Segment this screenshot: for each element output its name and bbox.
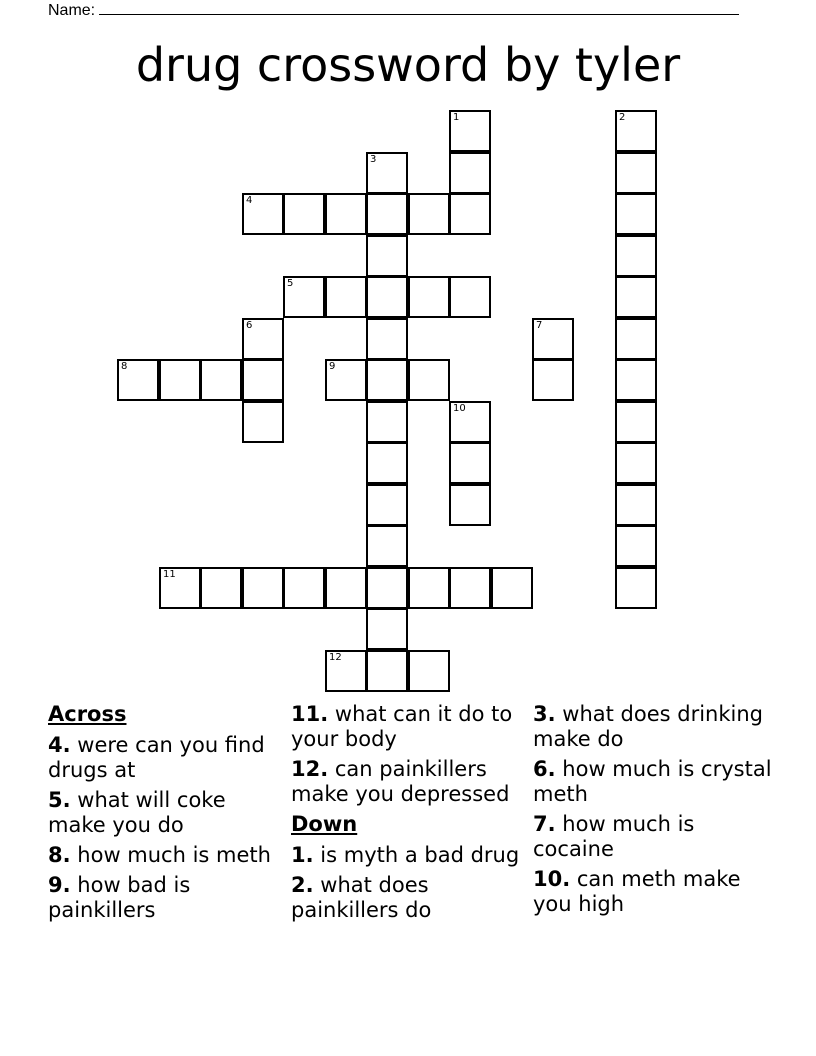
- clue-across-4: 4. were can you find drugs at: [48, 733, 265, 782]
- grid-cell[interactable]: [532, 359, 574, 401]
- grid-cell[interactable]: [325, 567, 367, 609]
- grid-cell[interactable]: [283, 276, 325, 318]
- grid-cell[interactable]: [449, 567, 491, 609]
- grid-cell[interactable]: [242, 401, 284, 443]
- grid-cell[interactable]: [283, 193, 325, 235]
- clue-down-7: 7. how much is cocaine: [533, 812, 695, 861]
- grid-cell[interactable]: [408, 359, 450, 401]
- grid-cell[interactable]: [532, 318, 574, 360]
- cell-number: 2: [619, 112, 626, 123]
- grid-cell[interactable]: [449, 484, 491, 526]
- grid-cell[interactable]: [242, 567, 284, 609]
- clue-column-2: [291, 702, 531, 928]
- across-heading: Across: [48, 702, 127, 726]
- cell-number: 6: [246, 320, 253, 331]
- grid-cell[interactable]: [408, 276, 450, 318]
- grid-cell[interactable]: [325, 359, 367, 401]
- grid-cell[interactable]: [200, 359, 242, 401]
- grid-cell[interactable]: [366, 484, 408, 526]
- grid-cell[interactable]: [366, 650, 408, 692]
- grid-cell[interactable]: [283, 567, 325, 609]
- cell-number: 4: [246, 195, 253, 206]
- grid-cell[interactable]: [615, 152, 657, 194]
- grid-cell[interactable]: [366, 193, 408, 235]
- grid-cell[interactable]: [242, 318, 284, 360]
- grid-cell[interactable]: [491, 567, 533, 609]
- grid-cell[interactable]: [366, 401, 408, 443]
- grid-cell[interactable]: [449, 110, 491, 152]
- grid-cell[interactable]: [159, 359, 201, 401]
- cell-number: 10: [453, 403, 466, 414]
- cell-number: 7: [536, 320, 543, 331]
- clue-across-5: 5. what will coke make you do: [48, 788, 226, 837]
- grid-cell[interactable]: [325, 276, 367, 318]
- grid-cell[interactable]: [449, 401, 491, 443]
- clue-down-1: 1. is myth a bad drug: [291, 843, 520, 867]
- grid-cell[interactable]: [366, 152, 408, 194]
- grid-cell[interactable]: [449, 276, 491, 318]
- clue-down-3: 3. what does drinking make do: [533, 702, 764, 751]
- grid-cell[interactable]: [366, 318, 408, 360]
- page-title: drug crossword by tyler: [135, 38, 681, 92]
- grid-cell[interactable]: [615, 276, 657, 318]
- clue-across-9: 9. how bad is painkillers: [48, 873, 191, 922]
- cell-number: 3: [370, 154, 377, 165]
- clue-across-12: 12. can painkillers make you depressed: [291, 757, 510, 806]
- grid-cell[interactable]: [615, 359, 657, 401]
- name-label: Name:: [48, 2, 96, 19]
- grid-cell[interactable]: [366, 525, 408, 567]
- grid-cell[interactable]: [366, 442, 408, 484]
- grid-cell[interactable]: [615, 110, 657, 152]
- grid-cell[interactable]: [408, 650, 450, 692]
- grid-cell[interactable]: [366, 567, 408, 609]
- grid-cell[interactable]: [615, 235, 657, 277]
- grid-cell[interactable]: [366, 359, 408, 401]
- grid-cell[interactable]: [615, 318, 657, 360]
- grid-cell[interactable]: [615, 193, 657, 235]
- clue-down-6: 6. how much is crystal meth: [533, 757, 772, 806]
- cell-number: 12: [329, 652, 342, 663]
- grid-cell[interactable]: [159, 567, 201, 609]
- clue-column-3: [533, 702, 773, 922]
- cell-number: 11: [163, 569, 176, 580]
- clue-down-2: 2. what does painkillers do: [291, 873, 432, 922]
- grid-cell[interactable]: [615, 442, 657, 484]
- grid-cell[interactable]: [449, 442, 491, 484]
- grid-cell[interactable]: [449, 152, 491, 194]
- grid-cell[interactable]: [449, 193, 491, 235]
- grid-cell[interactable]: [615, 401, 657, 443]
- grid-cell[interactable]: [615, 484, 657, 526]
- cell-number: 1: [453, 112, 460, 123]
- grid-cell[interactable]: [366, 276, 408, 318]
- cell-number: 8: [121, 361, 128, 372]
- grid-cell[interactable]: [366, 608, 408, 650]
- grid-cell[interactable]: [615, 525, 657, 567]
- grid-cell[interactable]: [117, 359, 159, 401]
- cell-number: 5: [287, 278, 294, 289]
- grid-cell[interactable]: [325, 650, 367, 692]
- clue-across-11: 11. what can it do to your body: [291, 702, 513, 751]
- grid-cell[interactable]: [242, 359, 284, 401]
- grid-cell[interactable]: [408, 193, 450, 235]
- grid-cell[interactable]: [366, 235, 408, 277]
- down-heading: Down: [291, 812, 358, 836]
- grid-cell[interactable]: [200, 567, 242, 609]
- grid-cell[interactable]: [408, 567, 450, 609]
- cell-number: 9: [329, 361, 336, 372]
- grid-cell[interactable]: [615, 567, 657, 609]
- clue-down-10: 10. can meth make you high: [533, 867, 741, 916]
- grid-cell[interactable]: [242, 193, 284, 235]
- clue-across-8: 8. how much is meth: [48, 843, 271, 867]
- clue-column-1: [48, 702, 288, 928]
- grid-cell[interactable]: [325, 193, 367, 235]
